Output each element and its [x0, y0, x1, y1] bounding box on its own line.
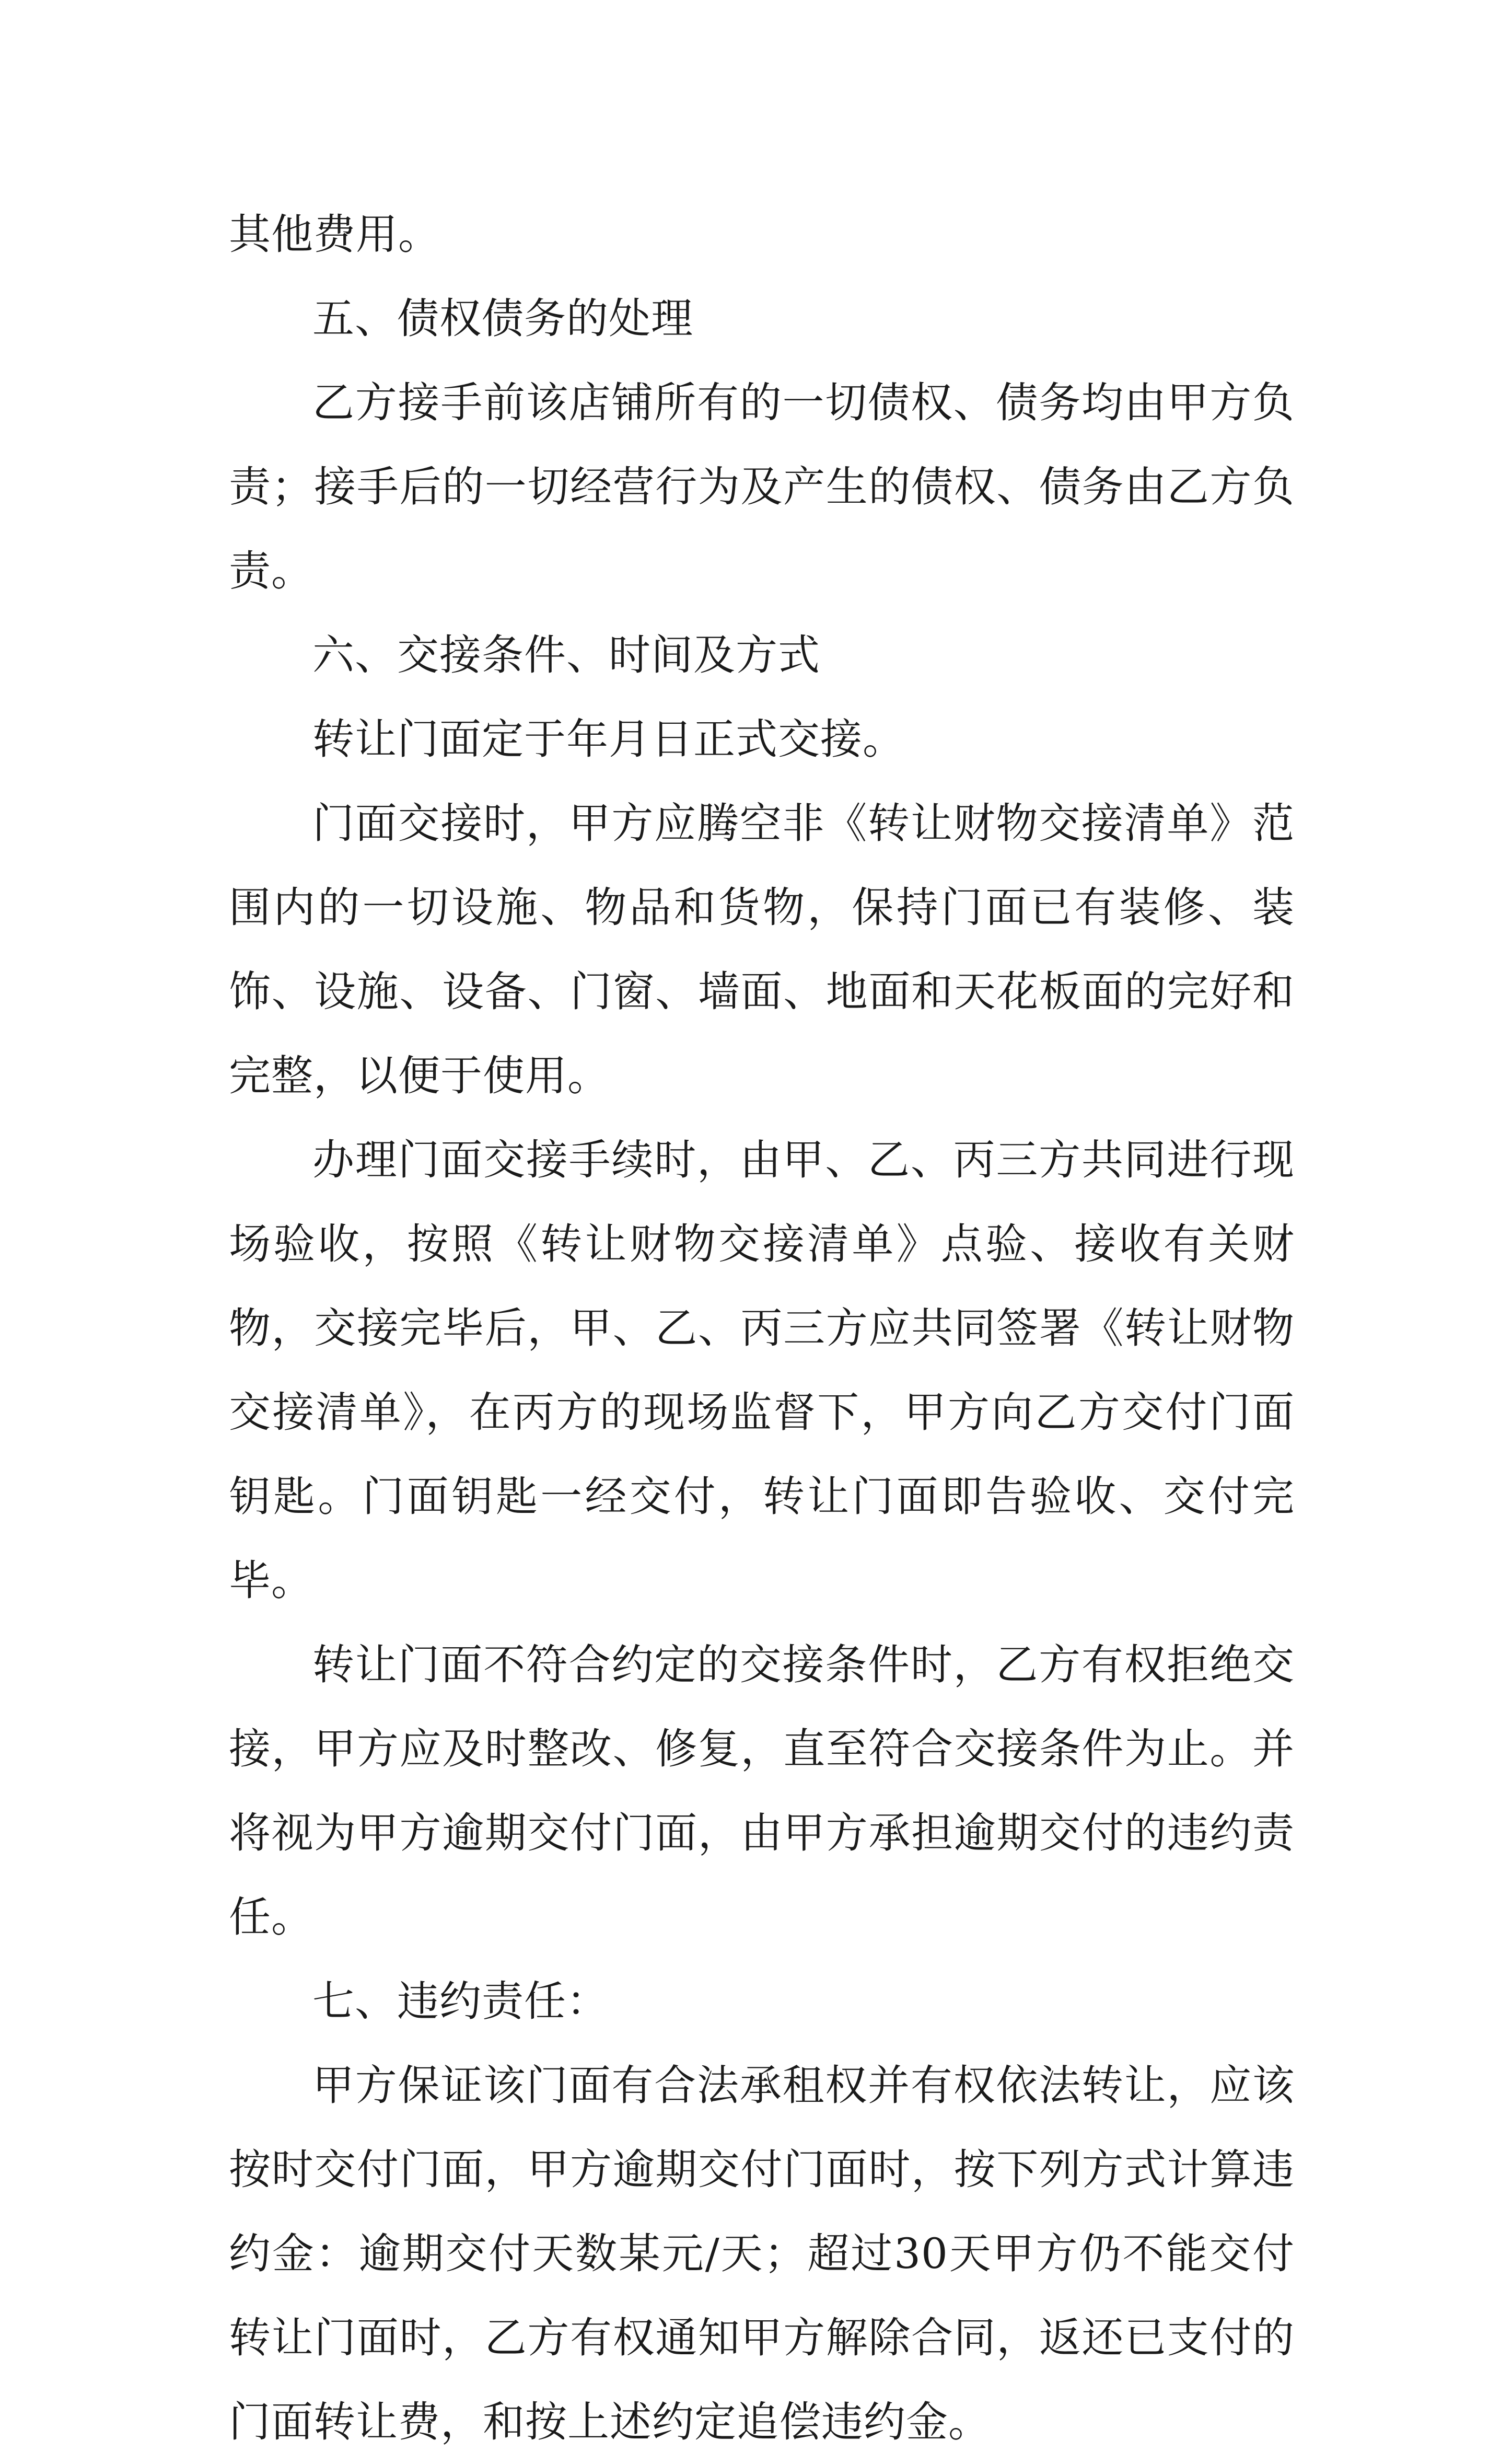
paragraph: 转让门面定于年月日正式交接。 — [312, 715, 905, 764]
section-heading-handover: 六、交接条件、时间及方式 — [312, 631, 820, 679]
paragraph: 乙方接手前该店铺所有的一切债权、债务均由甲方负责；接手后的一切经营行为及产生的债权、债务由乙方负责。 — [229, 378, 1295, 595]
paragraph: 甲方保证该门面有合法承租权并有权依法转让，应该按时交付门面，甲方逾期交付门面时，按下列方式计算违约金：逾期交付天数某元/天；超过30天甲方仍不能交付转让门面时，乙方有权通知甲方解除合同，返还已支付的门面转让费，和按上述约定追偿违约金。 — [229, 2061, 1295, 2446]
paragraph: 门面交接时，甲方应腾空非《转让财物交接清单》范围内的一切设施、物品和货物，保持门面已有装修、装饰、设施、设备、门窗、墙面、地面和天花板面的完好和完整，以便于使用。 — [229, 799, 1295, 1100]
paragraph: 转让门面不符合约定的交接条件时，乙方有权拒绝交接，甲方应及时整改、修复，直至符合交接条件为止。并将视为甲方逾期交付门面，由甲方承担逾期交付的违约责任。 — [229, 1640, 1295, 1941]
section-heading-liability: 七、违约责任： — [312, 1977, 609, 2026]
paragraph: 办理门面交接手续时，由甲、乙、丙三方共同进行现场验收，按照《转让财物交接清单》点验、接收有关财物，交接完毕后，甲、乙、丙三方应共同签署《转让财物交接清单》，在丙方的现场监督下，甲方向乙方交付门面钥匙。门面钥匙一经交付，转让门面即告验收、交付完毕。 — [229, 1136, 1295, 1605]
document-body — [229, 192, 1295, 2464]
section-heading-debts: 五、债权债务的处理 — [312, 294, 693, 343]
paragraph: 其他费用。 — [229, 210, 440, 259]
